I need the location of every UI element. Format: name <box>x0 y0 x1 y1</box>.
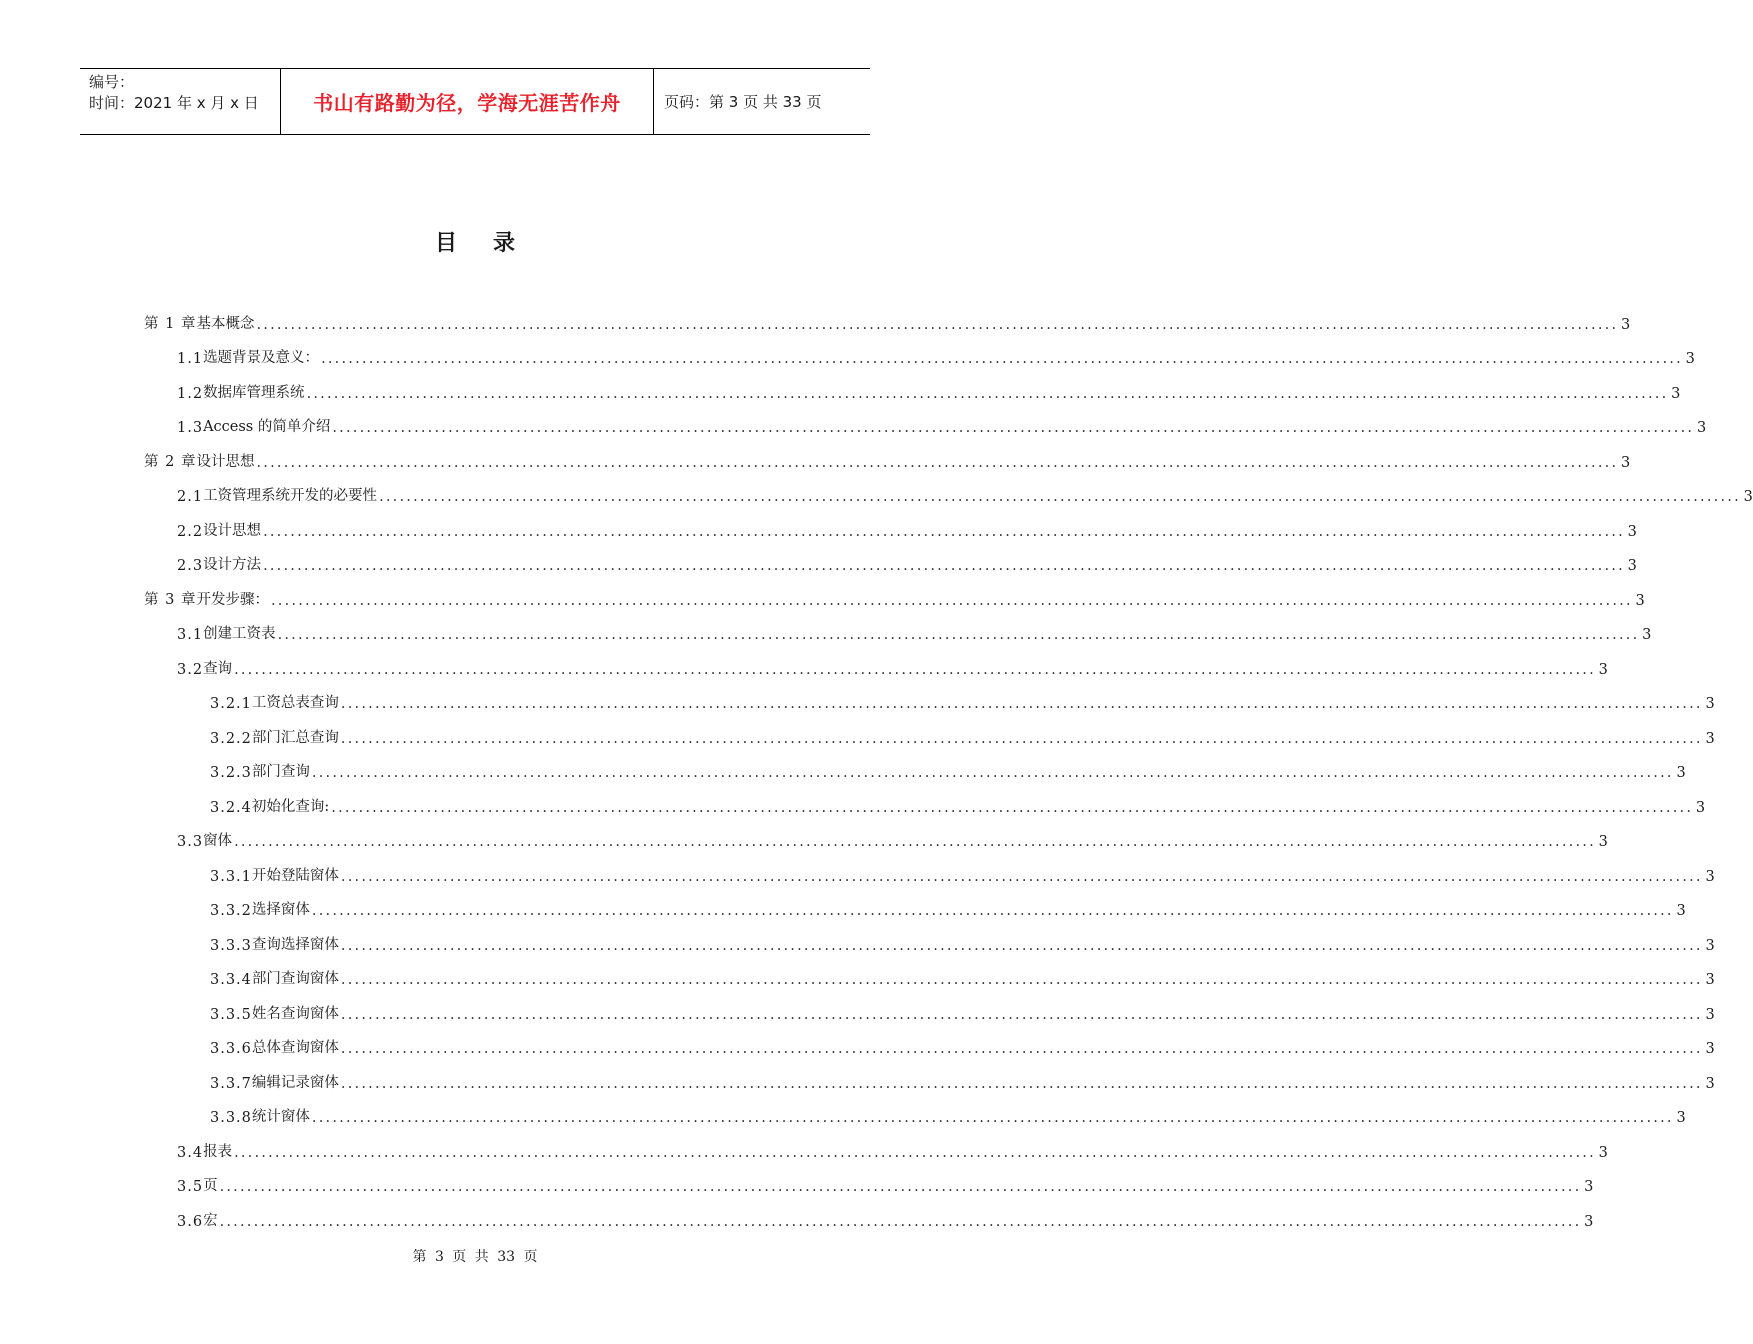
toc-entry-page: 3 <box>1705 730 1715 747</box>
toc-entry-title: 宏 <box>203 1212 218 1229</box>
toc-entry[interactable] <box>144 783 1706 818</box>
toc-entry-page: 3 <box>1696 420 1707 436</box>
toc-entry-title: 报表 <box>203 1143 233 1160</box>
toc-entry-number: 第 2 章 <box>144 453 197 470</box>
toc-dot-leader: ........................................................................................................................................................................................................ <box>219 1179 1582 1195</box>
toc-dot-leader: ........................................................................................................................................................................................................ <box>340 937 1703 954</box>
toc-dot-leader: ........................................................................................................................................................................................................ <box>379 489 1741 505</box>
toc-dot-leader: ........................................................................................................................................................................................................ <box>340 972 1703 988</box>
toc-entry-number: 3.3.8 <box>210 1110 252 1126</box>
toc-dot-leader: ........................................................................................................................................................................................................ <box>263 523 1625 540</box>
toc-entry-title: 开发步骤： <box>196 591 269 608</box>
toc-dot-leader: ........................................................................................................................................................................................................ <box>256 316 1619 333</box>
toc-entry-page: 3 <box>1598 1144 1608 1161</box>
toc-entry-title: 选题背景及意义： <box>203 350 320 366</box>
toc-entry-number: 3.1 <box>177 627 204 643</box>
toc-entry-title: 创建工资表 <box>203 626 276 642</box>
toc-entry-number: 3.3.7 <box>210 1075 252 1092</box>
toc-dot-leader: ........................................................................................................................................................................................................ <box>340 730 1703 747</box>
toc-entry-page: 3 <box>1705 1006 1715 1023</box>
toc-entry[interactable] <box>144 611 1652 646</box>
toc-entry-page: 3 <box>1695 799 1706 816</box>
toc-dot-leader: ........................................................................................................................................................................................................ <box>311 1110 1674 1126</box>
toc-entry-number: 3.2.4 <box>210 799 252 816</box>
toc-entry-number: 3.2.3 <box>210 765 252 781</box>
toc-entry-page: 3 <box>1621 454 1631 471</box>
toc-entry[interactable] <box>144 749 1686 784</box>
toc-entry-title: 窗体 <box>203 833 233 849</box>
toc-dot-leader: ........................................................................................................................................................................................................ <box>311 765 1674 781</box>
toc-dot-leader: ........................................................................................................................................................................................................ <box>340 696 1703 712</box>
toc-entry-number: 1.1 <box>177 351 204 367</box>
toc-entry-page: 3 <box>1671 385 1681 402</box>
toc-entry[interactable] <box>144 1163 1594 1198</box>
toc-entry-page: 3 <box>1743 489 1753 505</box>
toc-dot-leader: ........................................................................................................................................................................................................ <box>234 661 1596 678</box>
toc-entry-number: 3.6 <box>177 1213 204 1230</box>
toc-entry[interactable] <box>144 576 1645 611</box>
toc-entry-page: 3 <box>1621 316 1631 333</box>
toc-entry-title: 设计思想 <box>196 453 255 470</box>
toc-entry[interactable] <box>144 645 1608 680</box>
toc-entry[interactable] <box>144 473 1753 508</box>
toc-entry-page: 3 <box>1635 592 1645 609</box>
toc-entry[interactable] <box>144 1197 1594 1232</box>
toc-entry-number: 3.5 <box>177 1179 204 1195</box>
toc-dot-leader: ........................................................................................................................................................................................................ <box>311 903 1674 919</box>
toc-entry[interactable] <box>144 714 1715 749</box>
toc-dot-leader: ........................................................................................................................................................................................................ <box>332 420 1695 436</box>
toc-entry-number: 1.3 <box>177 420 204 436</box>
toc-entry-number: 2.3 <box>177 558 204 574</box>
toc-dot-leader: ........................................................................................................................................................................................................ <box>219 1213 1582 1230</box>
toc-entry-page: 3 <box>1705 696 1715 712</box>
toc-entry[interactable] <box>144 1025 1715 1060</box>
toc-entry-title: 查询 <box>203 660 233 677</box>
toc-dot-leader: ........................................................................................................................................................................................................ <box>234 834 1596 850</box>
toc-entry-title: 部门查询窗体 <box>251 971 339 987</box>
toc-dot-leader: ........................................................................................................................................................................................................ <box>340 1041 1703 1057</box>
toc-entry[interactable] <box>144 1059 1715 1094</box>
toc-entry-number: 3.3.4 <box>210 972 252 988</box>
toc-entry[interactable] <box>144 990 1715 1025</box>
toc-entry-title: 开始登陆窗体 <box>251 867 339 884</box>
toc-entry[interactable] <box>144 680 1715 715</box>
toc-entry[interactable] <box>144 369 1681 404</box>
toc-entry[interactable] <box>144 1094 1686 1129</box>
toc-entry[interactable] <box>144 542 1637 577</box>
toc-entry-page: 3 <box>1642 627 1652 643</box>
toc-entry[interactable] <box>144 887 1686 922</box>
toc-entry-title: 页 <box>203 1178 218 1194</box>
toc-dot-leader: ........................................................................................................................................................................................................ <box>234 1144 1596 1161</box>
toc-entry-page: 3 <box>1705 868 1715 885</box>
toc-entry-page: 3 <box>1705 972 1715 988</box>
toc-entry[interactable] <box>144 335 1695 370</box>
toc-dot-leader: ........................................................................................................................................................................................................ <box>263 558 1625 574</box>
toc-entry-page: 3 <box>1705 1041 1715 1057</box>
toc-entry-number: 3.3.1 <box>210 868 252 885</box>
toc-entry-title: 统计窗体 <box>251 1109 310 1125</box>
toc-dot-leader: ........................................................................................................................................................................................................ <box>340 868 1703 885</box>
toc-dot-leader: ........................................................................................................................................................................................................ <box>277 627 1640 643</box>
toc-entry-page: 3 <box>1676 1110 1686 1126</box>
toc-entry-title: 基本概念 <box>196 315 255 332</box>
toc-entry[interactable] <box>144 1128 1608 1163</box>
toc-entry[interactable] <box>144 956 1715 991</box>
toc-entry-number: 3.3.2 <box>210 903 252 919</box>
header-left-cell <box>80 69 281 134</box>
page-header <box>80 68 870 135</box>
toc-entry-title: 部门汇总查询 <box>251 729 339 746</box>
toc-entry[interactable] <box>144 404 1707 439</box>
toc-entry-number: 第 1 章 <box>144 315 197 332</box>
toc-entry-page: 3 <box>1627 523 1637 540</box>
toc-entry-number: 3.4 <box>177 1144 204 1161</box>
toc-entry[interactable] <box>144 852 1715 887</box>
toc-entry-title: 部门查询 <box>251 764 310 780</box>
toc-entry-title: 编辑记录窗体 <box>251 1074 339 1091</box>
page-footer: 第 3 页 共 33 页 <box>412 1249 538 1265</box>
toc-entry-title: 设计思想 <box>203 522 262 539</box>
toc-entry-title: 初始化查询: <box>251 798 330 815</box>
toc-entry-title: 姓名查询窗体 <box>251 1005 339 1022</box>
toc-entry-number: 3.2 <box>177 661 204 678</box>
toc-entry-title: 总体查询窗体 <box>251 1040 339 1056</box>
toc-entry-page: 3 <box>1627 558 1637 574</box>
toc-entry[interactable] <box>144 507 1637 542</box>
document-number-label: 编号： <box>89 73 135 91</box>
toc-entry-number: 2.1 <box>177 489 204 505</box>
toc-dot-leader: ........................................................................................................................................................................................................ <box>256 454 1619 471</box>
toc-entry-number: 2.2 <box>177 523 204 540</box>
toc-title: 目录 <box>434 231 551 256</box>
toc-entry-title: 工资总表查询 <box>251 695 339 711</box>
toc-entry-title: 工资管理系统开发的必要性 <box>203 488 378 504</box>
toc-entry-number: 3.2.2 <box>210 730 252 747</box>
toc-dot-leader: ........................................................................................................................................................................................................ <box>321 351 1683 367</box>
toc-entry-page: 3 <box>1705 937 1715 954</box>
toc-dot-leader: ........................................................................................................................................................................................................ <box>306 385 1669 402</box>
toc-entry-page: 3 <box>1676 903 1686 919</box>
toc-entry-page: 3 <box>1705 1075 1715 1092</box>
toc-entry-number: 1.2 <box>177 385 204 402</box>
toc-entry-number: 3.2.1 <box>210 696 252 712</box>
toc-dot-leader: ........................................................................................................................................................................................................ <box>340 1075 1703 1092</box>
toc-entry-page: 3 <box>1598 834 1608 850</box>
header-page-number: 页码：第 3 页 共 33 页 <box>664 93 822 111</box>
toc-entry-page: 3 <box>1685 351 1695 367</box>
toc-dot-leader: ........................................................................................................................................................................................................ <box>270 592 1633 609</box>
toc-entry-page: 3 <box>1584 1179 1594 1195</box>
toc-entry-title: 选择窗体 <box>251 902 310 918</box>
toc-entry-number: 第 3 章 <box>144 591 197 608</box>
toc-entry[interactable] <box>144 921 1715 956</box>
document-time-label: 时间：2021 年 x 月 x 日 <box>89 94 259 112</box>
toc-entry[interactable] <box>144 438 1631 473</box>
toc-entry-title: 数据库管理系统 <box>203 384 305 401</box>
toc-entry-number: 3.3.6 <box>210 1041 252 1057</box>
toc-entry-page: 3 <box>1598 661 1608 678</box>
toc-entry-number: 3.3.5 <box>210 1006 252 1023</box>
toc-entry-page: 3 <box>1676 765 1686 781</box>
toc-entry-title: 查询选择窗体 <box>251 936 339 953</box>
toc-entry-title: Access 的简单介绍 <box>203 419 331 435</box>
toc-entry[interactable] <box>144 818 1608 853</box>
toc-dot-leader: ........................................................................................................................................................................................................ <box>331 799 1694 816</box>
toc-dot-leader: ........................................................................................................................................................................................................ <box>340 1006 1703 1023</box>
toc-entry-page: 3 <box>1584 1213 1594 1230</box>
toc-entry-number: 3.3.3 <box>210 937 252 954</box>
table-of-contents <box>144 300 1753 1232</box>
toc-entry-title: 设计方法 <box>203 557 262 573</box>
toc-entry[interactable] <box>144 300 1631 335</box>
header-motto: 书山有路勤为径，学海无涯苦作舟 <box>281 69 654 134</box>
toc-entry-number: 3.3 <box>177 834 204 850</box>
